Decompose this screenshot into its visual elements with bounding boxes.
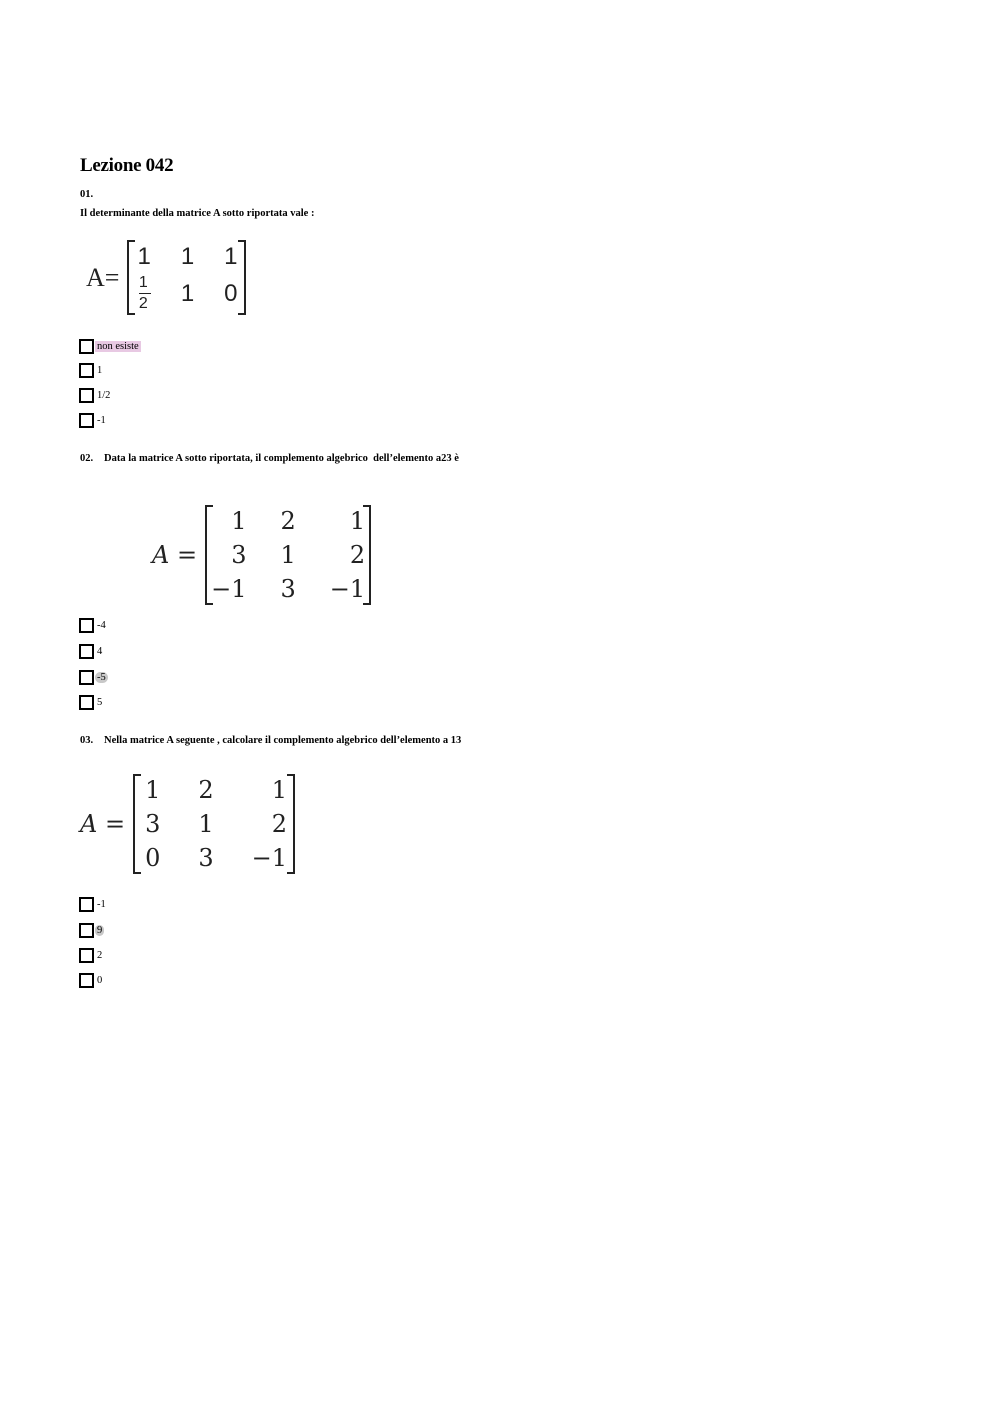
- checkbox-icon[interactable]: [79, 695, 94, 710]
- option-label: 9: [97, 924, 103, 936]
- lesson-title: Lezione 042: [80, 155, 174, 176]
- checkbox-icon[interactable]: [79, 618, 94, 633]
- answer-option[interactable]: [79, 387, 112, 403]
- matrix-cell: 2: [198, 776, 214, 804]
- question-text: Data la matrice A sotto riportata, il complemento algebrico dell’elemento a23 è: [104, 453, 459, 464]
- checkbox-icon[interactable]: [79, 644, 94, 659]
- matrix-cell: −1: [251, 844, 288, 872]
- matrix-cell: 1: [280, 541, 296, 569]
- option-label: 5: [97, 696, 103, 708]
- answer-option[interactable]: [79, 669, 108, 685]
- matrix-cell: 3: [198, 844, 214, 872]
- checkbox-icon[interactable]: [79, 388, 94, 403]
- matrix-brackets: [127, 240, 245, 315]
- matrix-lhs: A =: [152, 541, 198, 569]
- option-label: non esiste: [97, 340, 139, 352]
- matrix-cell: 1: [349, 507, 366, 535]
- question-number: 02.: [80, 453, 94, 464]
- question-number: 03.: [80, 735, 94, 746]
- checkbox-icon[interactable]: [79, 339, 94, 354]
- matrix-cell: 2: [271, 810, 288, 838]
- question-text: Il determinante della matrice A sotto riportata vale :: [80, 208, 315, 219]
- answer-option[interactable]: [79, 896, 108, 912]
- matrix-cell: −1: [211, 575, 247, 603]
- answer-option[interactable]: [79, 617, 108, 633]
- matrix-cell: 2: [349, 541, 366, 569]
- matrix-cell: 1: [231, 507, 247, 535]
- option-label: 2: [97, 949, 103, 961]
- answer-option[interactable]: [79, 972, 104, 988]
- matrix-cell-fraction: [139, 275, 151, 312]
- matrix-brackets: [133, 774, 295, 874]
- option-label: 4: [97, 645, 103, 657]
- question-number: 01.: [80, 189, 94, 200]
- option-label: 1: [97, 364, 103, 376]
- matrix-cell: 3: [231, 541, 247, 569]
- fraction-denominator: 2: [138, 295, 148, 312]
- option-label: -4: [97, 619, 106, 631]
- fraction-bar: [139, 293, 151, 294]
- checkbox-icon[interactable]: [79, 897, 94, 912]
- answer-option[interactable]: [79, 922, 104, 938]
- matrix-cell: 1: [271, 776, 288, 804]
- checkbox-icon[interactable]: [79, 363, 94, 378]
- question-text: Nella matrice A seguente , calcolare il complemento algebrico dell’elemento a 13: [104, 735, 462, 746]
- matrix-cell: 1: [198, 810, 214, 838]
- answer-option[interactable]: [79, 412, 108, 428]
- matrix-cell: 1: [180, 279, 195, 307]
- checkbox-icon[interactable]: [79, 413, 94, 428]
- option-label: -1: [97, 414, 106, 426]
- option-label: 1/2: [97, 389, 111, 401]
- matrix-cell: 1: [180, 243, 195, 270]
- matrix-cell: 1: [145, 776, 161, 804]
- answer-option[interactable]: [79, 643, 104, 659]
- matrix-lhs: A=: [86, 262, 120, 292]
- matrix-cell: 3: [280, 575, 296, 603]
- matrix-cell: 1: [224, 243, 238, 270]
- answer-option[interactable]: [79, 338, 141, 354]
- matrix-brackets: [205, 505, 371, 605]
- matrix-cell: 2: [280, 507, 296, 535]
- checkbox-icon[interactable]: [79, 973, 94, 988]
- answer-option[interactable]: [79, 362, 104, 378]
- matrix-cell: 0: [145, 844, 161, 872]
- matrix-cell: 1: [137, 243, 151, 270]
- checkbox-icon[interactable]: [79, 923, 94, 938]
- matrix-cell: 3: [145, 810, 161, 838]
- matrix-image: [86, 240, 246, 315]
- matrix-image: [152, 505, 371, 605]
- checkbox-icon[interactable]: [79, 670, 94, 685]
- fraction-numerator: 1: [138, 274, 148, 291]
- matrix-cell: −1: [329, 575, 366, 603]
- answer-option[interactable]: [79, 694, 104, 710]
- matrix-lhs: A =: [80, 810, 126, 838]
- option-label: -5: [97, 671, 106, 683]
- option-label: 0: [97, 974, 103, 986]
- checkbox-icon[interactable]: [79, 948, 94, 963]
- answer-option[interactable]: [79, 947, 104, 963]
- matrix-image: [80, 774, 295, 874]
- matrix-cell: 0: [224, 279, 238, 307]
- option-label: -1: [97, 898, 106, 910]
